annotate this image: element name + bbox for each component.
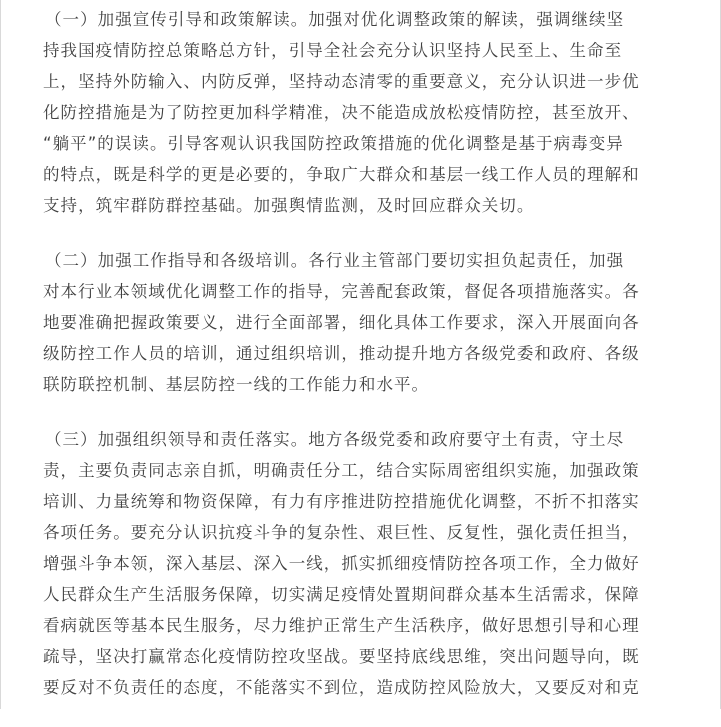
text-line: 级防控工作人员的培训，通过组织培训，推动提升地方各级党委和政府、各级 <box>43 344 640 363</box>
text-line: 支持，筑牢群防群控基础。加强舆情监测，及时回应群众关切。 <box>43 196 535 215</box>
text-line: 疏导，坚决打赢常态化疫情防控攻坚战。要坚持底线思维，突出问题导向，既 <box>43 647 640 666</box>
text-line: 要反对不负责任的态度，不能落实不到位，造成防控风险放大，又要反对和克 <box>43 678 640 697</box>
text-line: 的特点，既是科学的更是必要的，争取广大群众和基层一线工作人员的理解和 <box>43 165 640 184</box>
paragraph-publicity-guidance <box>43 4 691 221</box>
text-line: 地要准确把握政策要义，进行全面部署，细化具体工作要求，深入开展面向各 <box>43 313 640 332</box>
article-body <box>43 4 691 727</box>
text-line: 人民群众生产生活服务保障，切实满足疫情处置期间群众基本生活需求，保障 <box>43 585 640 604</box>
text-line: （三）加强组织领导和责任落实。地方各级党委和政府要守土有责，守土尽 <box>45 430 625 449</box>
text-line: 对本行业本领域优化调整工作的指导，完善配套政策，督促各项措施落实。各 <box>43 282 640 301</box>
text-line: 责，主要负责同志亲自抓，明确责任分工，结合实际周密组织实施，加强政策 <box>43 461 640 480</box>
text-line: 持我国疫情防控总策略总方针，引导全社会充分认识坚持人民至上、生命至 <box>43 41 623 60</box>
text-line: 化防控措施是为了防控更加科学精准，决不能造成放松疫情防控，甚至放开、 <box>43 103 640 122</box>
text-line: 培训、力量统筹和物资保障，有力有序推进防控措施优化调整，不折不扣落实 <box>43 492 640 511</box>
text-line: 看病就医等基本民生服务，尽力维护正常生产生活秩序，做好思想引导和心理 <box>43 616 640 635</box>
paragraph-work-guidance-training <box>43 245 691 400</box>
text-line: “躺平”的误读。引导客观认识我国防控政策措施的优化调整是基于病毒变异 <box>43 134 624 153</box>
text-line: 联防联控机制、基层防控一线的工作能力和水平。 <box>43 375 430 394</box>
text-line: 各项任务。要充分认识抗疫斗争的复杂性、艰巨性、反复性，强化责任担当， <box>43 523 640 542</box>
text-line: （二）加强工作指导和各级培训。各行业主管部门要切实担负起责任，加强 <box>45 251 625 270</box>
text-line: （一）加强宣传引导和政策解读。加强对优化调整政策的解读，强调继续坚 <box>45 10 625 29</box>
paragraph-leadership-responsibility <box>43 424 691 703</box>
text-line: 上，坚持外防输入、内防反弹，坚持动态清零的重要意义，充分认识进一步优 <box>43 72 640 91</box>
text-line: 增强斗争本领，深入基层、深入一线，抓实抓细疫情防控各项工作，全力做好 <box>43 554 640 573</box>
